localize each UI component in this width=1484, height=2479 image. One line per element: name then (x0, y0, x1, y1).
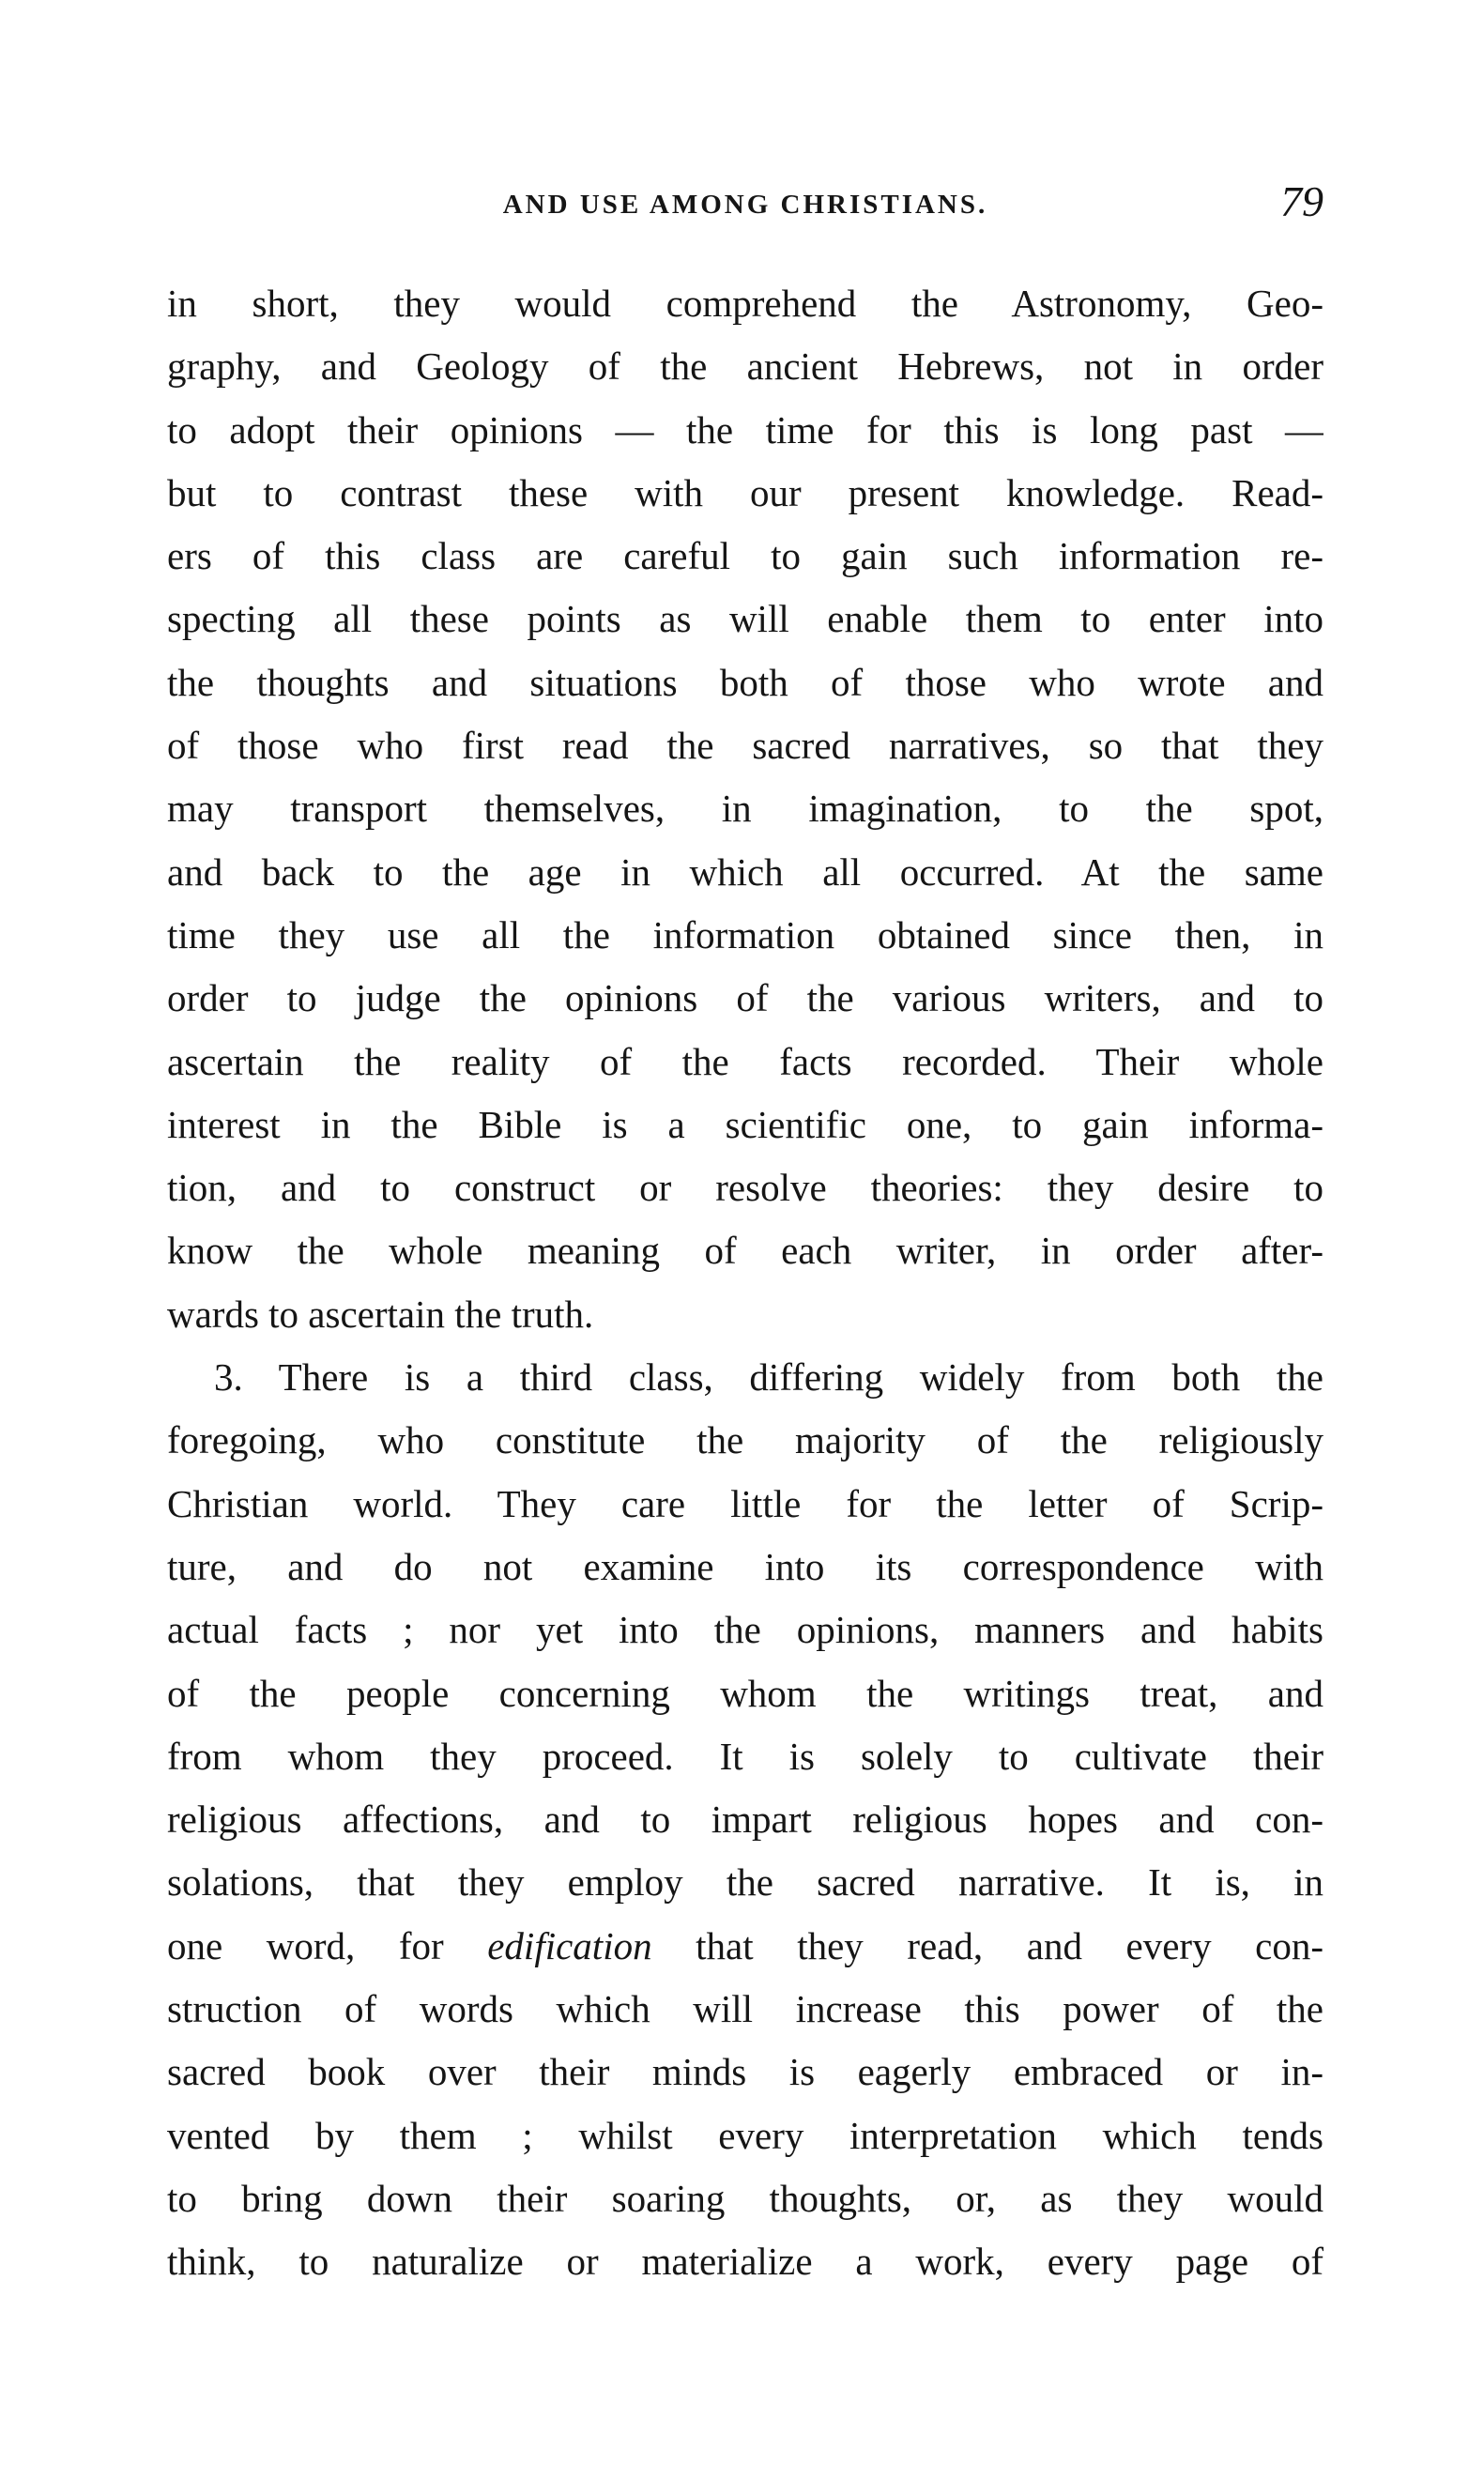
paragraph-end-line: wards to ascertain the truth. (167, 1292, 594, 1336)
text-line: know the whole meaning of each writer, in order after- (167, 1229, 1323, 1273)
italic-word: edification (487, 1923, 652, 1967)
text-line: solations, that they employ the sacred narrative. It is, in (167, 1860, 1323, 1905)
text-line: struction of words which will increase this power of the (167, 1987, 1323, 2031)
text-line: to adopt their opinions — the time for this is long past — (167, 407, 1323, 451)
text-line: graphy, and Geology of the ancient Hebrews, not in order (167, 344, 1323, 389)
text-line: Christian world. They care little for the letter of Scrip- (167, 1481, 1323, 1525)
text-line: of the people concerning whom the writings treat, and (167, 1671, 1323, 1715)
text-line: actual facts ; nor yet into the opinions, manners and habits (167, 1608, 1323, 1652)
body-text (167, 272, 1323, 2294)
text-line: ers of this class are careful to gain such information re- (167, 534, 1323, 578)
text-run: one word, for (167, 1923, 488, 1967)
text-line: sacred book over their minds is eagerly embraced or in- (167, 2050, 1323, 2094)
text-line: think, to naturalize or materialize a work, every page of (167, 2240, 1323, 2284)
text-line: order to judge the opinions of the various writers, and to (167, 976, 1323, 1020)
running-title: AND USE AMONG CHRISTIANS. (502, 190, 988, 220)
paragraph-start-line: 3. There is a third class, differing widely from both the (214, 1355, 1323, 1400)
text-line: religious affections, and to impart religious hopes and con- (167, 1798, 1323, 1842)
page-number: 79 (1280, 177, 1323, 225)
running-head (167, 176, 1323, 233)
text-line: may transport themselves, in imagination, to the spot, (167, 787, 1323, 831)
text-line: and back to the age in which all occurred. At the same (167, 849, 1323, 894)
text-line: in short, they would comprehend the Astronomy, Geo- (167, 282, 1323, 325)
text-line: foregoing, who constitute the majority of the religiously (167, 1418, 1323, 1462)
text-line: to bring down their soaring thoughts, or, as they would (167, 2176, 1323, 2220)
text-line: of those who first read the sacred narratives, so that they (167, 724, 1323, 768)
text-line: ascertain the reality of the facts recorded. Their whole (167, 1039, 1323, 1083)
text-line: specting all these points as will enable them to enter into (167, 597, 1323, 641)
text-line: from whom they proceed. It is solely to cultivate their (167, 1734, 1323, 1778)
text-line: the thoughts and situations both of those who wrote and (167, 660, 1323, 704)
text-line: vented by them ; whilst every interpretation which tends (167, 2113, 1323, 2157)
text-line-with-italic (167, 1915, 1323, 1978)
text-line: interest in the Bible is a scientific one, to gain informa- (167, 1102, 1323, 1146)
text-line: but to contrast these with our present knowledge. Read- (167, 470, 1323, 514)
text-line: tion, and to construct or resolve theories: they desire to (167, 1166, 1323, 1210)
text-run: that they read, and every con- (651, 1923, 1323, 1967)
text-line: ture, and do not examine into its correspondence with (167, 1544, 1323, 1588)
text-line: time they use all the information obtained since then, in (167, 912, 1323, 956)
